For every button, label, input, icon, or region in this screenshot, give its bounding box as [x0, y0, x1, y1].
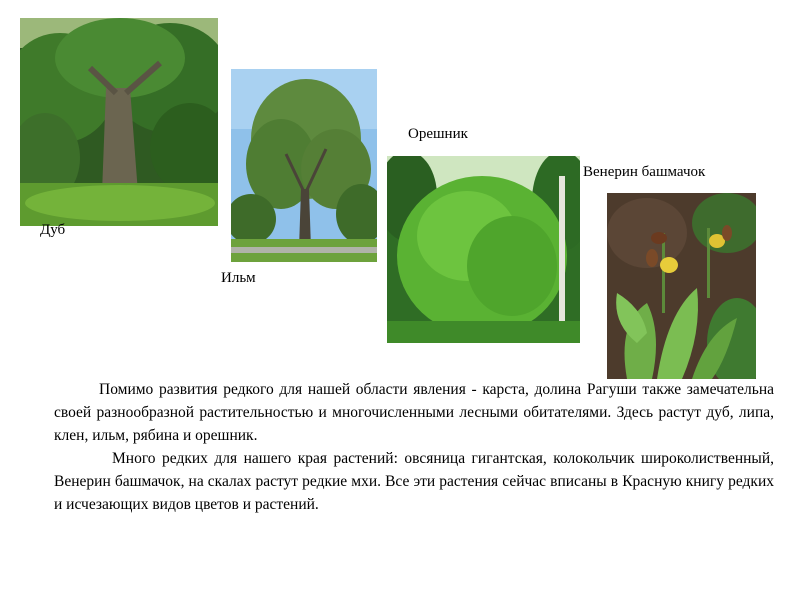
- elm-photo: [231, 69, 377, 262]
- paragraph-2: Много редких для нашего края растений: овсяница гигантская, колокольчик широколиственный, Венерин башмачок, на скалах растут редкие мхи. Все эти растения сейчас вписаны в Красную книгу редких и исчезающих видов цветов и растений.: [54, 450, 774, 513]
- description-text: [54, 378, 774, 516]
- slipper-caption: Венерин башмачок: [583, 164, 706, 180]
- hazel-photo: [387, 156, 580, 343]
- hazel-caption: Орешник: [408, 126, 468, 142]
- elm-caption: Ильм: [221, 270, 256, 286]
- paragraph-1: Помимо развития редкого для нашей области явления - карста, долина Рагуши также замечательна своей разнообразной растительностью и многочисленными лесными обитателями. Здесь растут дуб, липа, клен, ильм, рябина и орешник.: [54, 381, 774, 444]
- oak-photo: [20, 18, 218, 226]
- slipper-photo: [607, 193, 756, 379]
- oak-caption: Дуб: [40, 222, 66, 238]
